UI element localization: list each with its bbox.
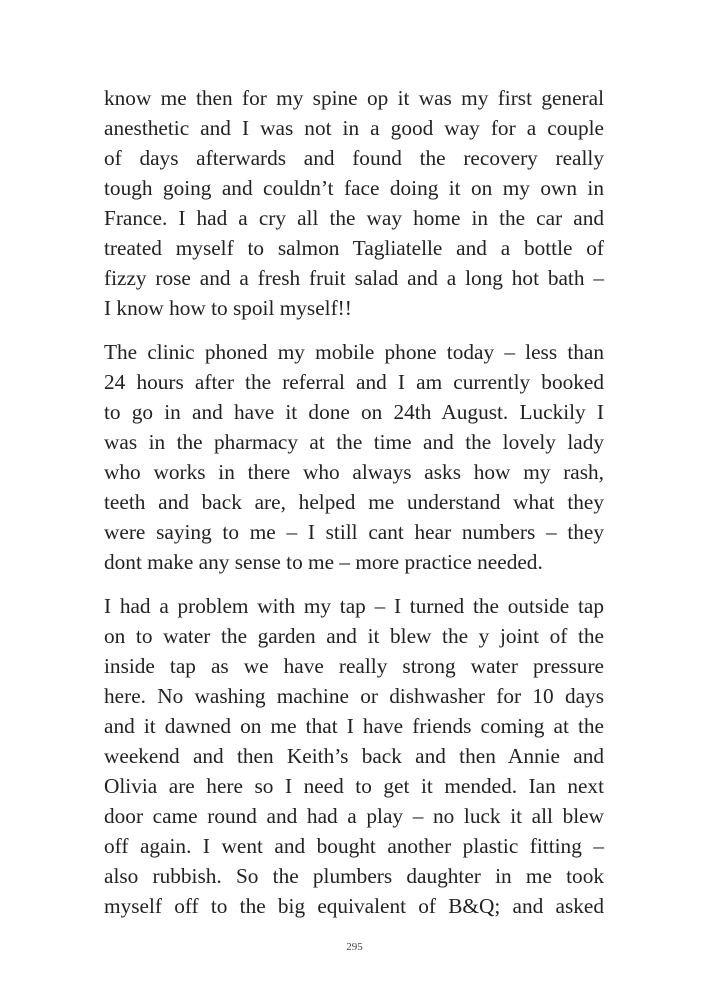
text-line: door came round and had a play – no luck it all blew: [104, 804, 604, 828]
text-line: of days afterwards and found the recovery really: [104, 146, 604, 170]
paragraph: [104, 591, 604, 921]
text-line: anesthetic and I was not in a good way for a couple: [104, 116, 604, 140]
text-line: treated myself to salmon Tagliatelle and a bottle of: [104, 236, 604, 260]
text-line: teeth and back are, helped me understand what they: [104, 490, 604, 514]
text-line: here. No washing machine or dishwasher for 10 days: [104, 684, 604, 708]
text-line: France. I had a cry all the way home in the car and: [104, 206, 604, 230]
body-text: [104, 83, 604, 921]
text-line: I had a problem with my tap – I turned the outside tap: [104, 594, 604, 618]
text-line: to go in and have it done on 24th August. Luckily I: [104, 400, 604, 424]
text-line: also rubbish. So the plumbers daughter in me took: [104, 864, 604, 888]
text-line: on to water the garden and it blew the y joint of the: [104, 624, 604, 648]
text-line: 24 hours after the referral and I am currently booked: [104, 370, 604, 394]
text-line: myself off to the big equivalent of B&Q; and asked: [104, 894, 604, 918]
text-line: was in the pharmacy at the time and the lovely lady: [104, 430, 604, 454]
text-line: Olivia are here so I need to get it mended. Ian next: [104, 774, 604, 798]
paragraph: [104, 83, 604, 323]
text-line: who works in there who always asks how my rash,: [104, 460, 604, 484]
text-line: tough going and couldn’t face doing it on my own in: [104, 176, 604, 200]
page-number: 295: [346, 941, 363, 953]
text-line: and it dawned on me that I have friends coming at the: [104, 714, 604, 738]
text-line: off again. I went and bought another plastic fitting –: [104, 834, 604, 858]
paragraph: [104, 337, 604, 577]
text-line: weekend and then Keith’s back and then Annie and: [104, 744, 604, 768]
text-line: The clinic phoned my mobile phone today – less than: [104, 340, 604, 364]
text-line: know me then for my spine op it was my first general: [104, 86, 604, 110]
text-line: were saying to me – I still cant hear numbers – they: [104, 520, 604, 544]
text-line: I know how to spoil myself!!: [104, 296, 352, 320]
text-line: inside tap as we have really strong water pressure: [104, 654, 604, 678]
text-line: fizzy rose and a fresh fruit salad and a long hot bath –: [104, 266, 604, 290]
text-line: dont make any sense to me – more practice needed.: [104, 550, 543, 574]
